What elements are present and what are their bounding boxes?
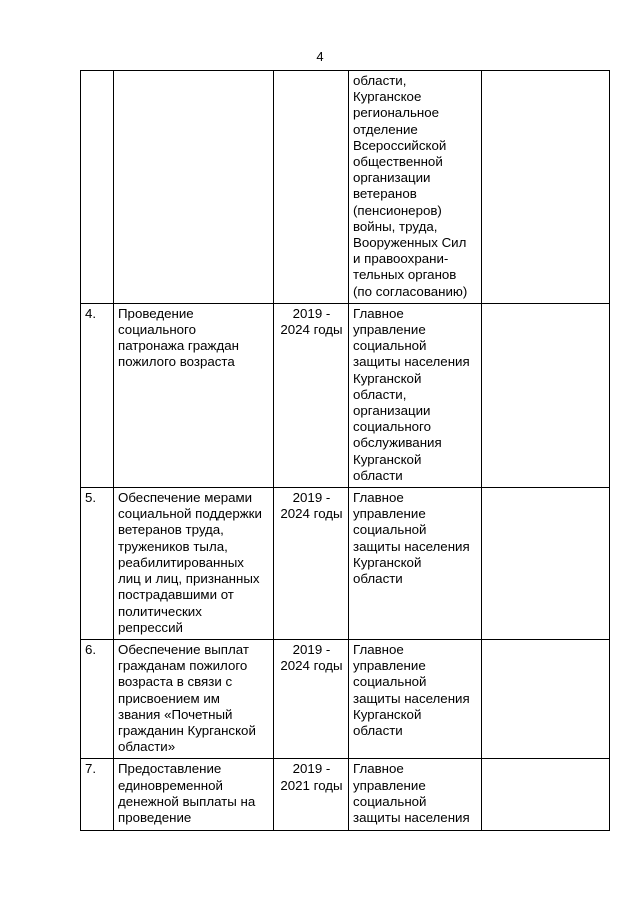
table-row	[81, 639, 610, 758]
table-row	[81, 71, 610, 304]
activity-cell: Проведение социального патронажа граждан пожилого возраста	[114, 303, 274, 487]
activity-cell: Обеспечение мерами социальной поддержки ветеранов труда, тружеников тыла, реабилитированных лиц и лиц, признанных пострадавшими от политических репрессий	[114, 488, 274, 640]
row-number-cell: 5.	[81, 488, 114, 640]
row-number-cell: 7.	[81, 759, 114, 831]
note-cell	[482, 303, 610, 487]
table-row	[81, 303, 610, 487]
row-number-cell: 6.	[81, 639, 114, 758]
activity-cell: Предоставление единовременной денежной выплаты на проведение	[114, 759, 274, 831]
row-number-cell	[81, 71, 114, 304]
executor-cell: Главное управление социальной защиты населения	[349, 759, 482, 831]
executor-cell: Главное управление социальной защиты населения Курганской области	[349, 488, 482, 640]
period-cell: 2019 - 2021 годы	[274, 759, 349, 831]
period-cell	[274, 71, 349, 304]
executor-cell: области, Курганское региональное отделение Всероссийской общественной организации ветеранов (пенсионеров) войны, труда, Вооруженных Сил и правоохрани- тельных органов (по согласованию)	[349, 71, 482, 304]
note-cell	[482, 71, 610, 304]
row-number-cell: 4.	[81, 303, 114, 487]
executor-cell: Главное управление социальной защиты населения Курганской области	[349, 639, 482, 758]
activity-cell: Обеспечение выплат гражданам пожилого возраста в связи с присвоением им звания «Почетный гражданин Курганской области»	[114, 639, 274, 758]
note-cell	[482, 639, 610, 758]
measures-table	[80, 70, 610, 831]
period-cell: 2019 - 2024 годы	[274, 303, 349, 487]
executor-cell: Главное управление социальной защиты населения Курганской области, организации социального обслуживания Курганской области	[349, 303, 482, 487]
activity-cell	[114, 71, 274, 304]
note-cell	[482, 759, 610, 831]
period-cell: 2019 - 2024 годы	[274, 639, 349, 758]
note-cell	[482, 488, 610, 640]
period-cell: 2019 - 2024 годы	[274, 488, 349, 640]
table-row	[81, 488, 610, 640]
table-row	[81, 759, 610, 831]
page-number: 4	[316, 49, 324, 64]
